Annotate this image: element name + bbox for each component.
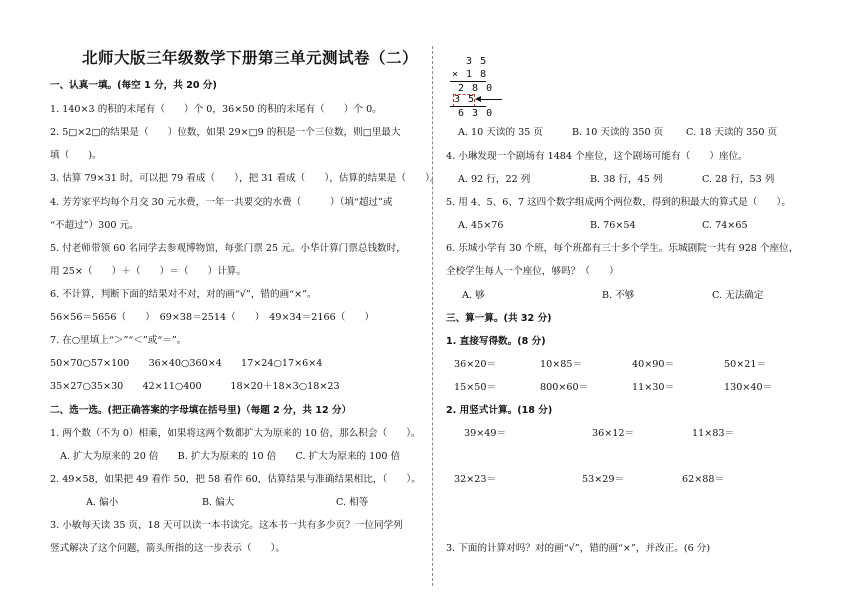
vertical-calc-item: 53×29＝ — [582, 474, 625, 485]
fill-q2-line1: 2. 5□×2□的结果是（ ）位数，如果 29×□9 的积是一个三位数，则□里最大 — [50, 127, 401, 138]
vm-multiplicand: 3 5 — [452, 56, 488, 67]
fill-q6: 6. 不计算，判断下面的结果对不对，对的画“√”，错的画“×”。 — [50, 289, 317, 300]
mental-calc-item: 130×40＝ — [724, 382, 773, 393]
vertical-calc-item: 11×83＝ — [692, 428, 735, 439]
mental-calc-item: 50×21＝ — [724, 359, 767, 370]
choice-q5: 5. 用 4、5、6、7 这四个数字组成两个两位数，得到的积最大的算式是（ ）。 — [446, 197, 791, 208]
choice-q6-option-a: A. 够 — [462, 290, 485, 301]
choice-q4: 4. 小琳发现一个剧场有 1484 个座位，这个剧场可能有（ ）座位。 — [446, 151, 748, 162]
fill-q4-line1: 4. 芳芳家平均每个月交 30 元水费，一年一共要交的水费（ ）（填“超过”或 — [50, 197, 393, 208]
mental-calc-item: 10×85＝ — [540, 359, 583, 370]
arrow-line — [480, 99, 502, 100]
fill-q4-line2: “不超过”）300 元。 — [50, 220, 139, 231]
fill-q1: 1. 140×3 的积的末尾有（ ）个 0，36×50 的积的末尾有（ ）个 0。 — [50, 104, 382, 115]
choice-q5-option-a: A. 45×76 — [458, 220, 504, 231]
vm-product: 6 3 0 — [458, 108, 494, 119]
vm-partial-2: 3 5 — [454, 94, 476, 105]
fill-q7-row1: 50×70○57×100 36×40○360×4 17×24○17×6×4 — [50, 358, 323, 369]
mental-calc-item: 800×60＝ — [540, 382, 589, 393]
vertical-calc-item: 36×12＝ — [592, 428, 635, 439]
choice-q3-line2: 竖式解决了这个问题，箭头所指的这一步表示（ ）。 — [50, 543, 286, 554]
choice-q6-option-b: B. 不够 — [602, 290, 635, 301]
choice-q6-line2: 全校学生每人一个座位，够吗？（ ） — [446, 266, 619, 277]
arrow-icon — [475, 96, 481, 102]
choice-q3-option-b: B. 10 天读的 350 页 — [572, 127, 664, 138]
fill-q3: 3. 估算 79×31 时，可以把 79 看成（ ），把 31 看成（ ），估算的结果是（ ）。 — [50, 173, 440, 184]
vm-partial-1: 2 8 0 — [458, 83, 494, 94]
choice-q2-option-a: A. 偏小 — [86, 497, 119, 508]
mental-calc-item: 11×30＝ — [632, 382, 675, 393]
column-divider — [432, 46, 433, 586]
choice-q2: 2. 49×58，如果把 49 看作 50，把 58 看作 60，估算结果与准确结果相比，（ ）。 — [50, 474, 421, 485]
section-choice-title: 二、选一选。(把正确答案的字母填在括号里)（每题 2 分，共 12 分） — [50, 405, 352, 416]
choice-q3-option-a: A. 10 天读的 35 页 — [458, 127, 543, 138]
choice-q4-option-a: A. 92 行，22 列 — [458, 174, 531, 185]
calc-part2-title: 2. 用竖式计算。(18 分) — [446, 405, 553, 416]
choice-q2-option-c: C. 相等 — [336, 497, 369, 508]
choice-q3-option-c: C. 18 天读的 350 页 — [686, 127, 778, 138]
fill-q6-items: 56×56＝5656（ ） 69×38＝2514（ ） 49×34＝2166（ ） — [50, 312, 375, 323]
calc-part3-title: 3. 下面的计算对吗？对的画“√”，错的画“×”，并改正。(6 分) — [446, 543, 711, 554]
choice-q1-options: A. 扩大为原来的 20 倍 B. 扩大为原来的 10 倍 C. 扩大为原来的 100 倍 — [60, 451, 401, 462]
vertical-calc-item: 32×23＝ — [454, 474, 497, 485]
choice-q6-option-c: C. 无法确定 — [712, 290, 764, 301]
section-calc-title: 三、算一算。(共 32 分) — [446, 313, 552, 324]
choice-q3-line1: 3. 小敏每天读 35 页，18 天可以读一本书读完。这本书一共有多少页？一位同学列 — [50, 520, 403, 531]
choice-q1: 1. 两个数（不为 0）相乘，如果将这两个数都扩大为原来的 10 倍，那么积会（ ）。 — [50, 428, 421, 439]
section-fill-title: 一、认真一填。(每空 1 分，共 20 分) — [50, 80, 217, 91]
choice-q5-option-b: B. 76×54 — [590, 220, 636, 231]
mental-calc-item: 40×90＝ — [632, 359, 675, 370]
choice-q4-option-c: C. 28 行，53 列 — [702, 174, 775, 185]
fill-q5-line1: 5. 付老师带领 60 名同学去参观博物馆，每张门票 25 元。小华计算门票总钱数时， — [50, 243, 406, 254]
calc-part1-title: 1. 直接写得数。(8 分) — [446, 336, 546, 347]
choice-q4-option-b: B. 38 行，45 列 — [590, 174, 663, 185]
mental-calc-item: 15×50＝ — [454, 382, 497, 393]
fill-q2-line2: 填（ )。 — [50, 150, 102, 161]
mental-calc-item: 36×20＝ — [454, 359, 497, 370]
choice-q6-line1: 6. 乐城小学有 30 个班，每个班都有三十多个学生。乐城剧院一共有 928 个座位， — [446, 243, 799, 254]
fill-q7: 7. 在○里填上“＞”“＜”或“＝”。 — [50, 335, 187, 346]
page-title: 北师大版三年级数学下册第三单元测试卷（二） — [82, 49, 419, 67]
choice-q5-option-c: C. 74×65 — [702, 220, 748, 231]
vertical-calc-item: 39×49＝ — [464, 428, 507, 439]
vm-multiplier: × 1 8 — [452, 69, 488, 80]
vertical-calc-item: 62×88＝ — [682, 474, 725, 485]
fill-q7-row2: 35×27○35×30 42×11○400 18×20＋18×3○18×23 — [50, 381, 340, 392]
fill-q5-line2: 用 25×（ ）＋（ ）＝（ ）计算。 — [50, 266, 246, 277]
choice-q2-option-b: B. 偏大 — [202, 497, 235, 508]
